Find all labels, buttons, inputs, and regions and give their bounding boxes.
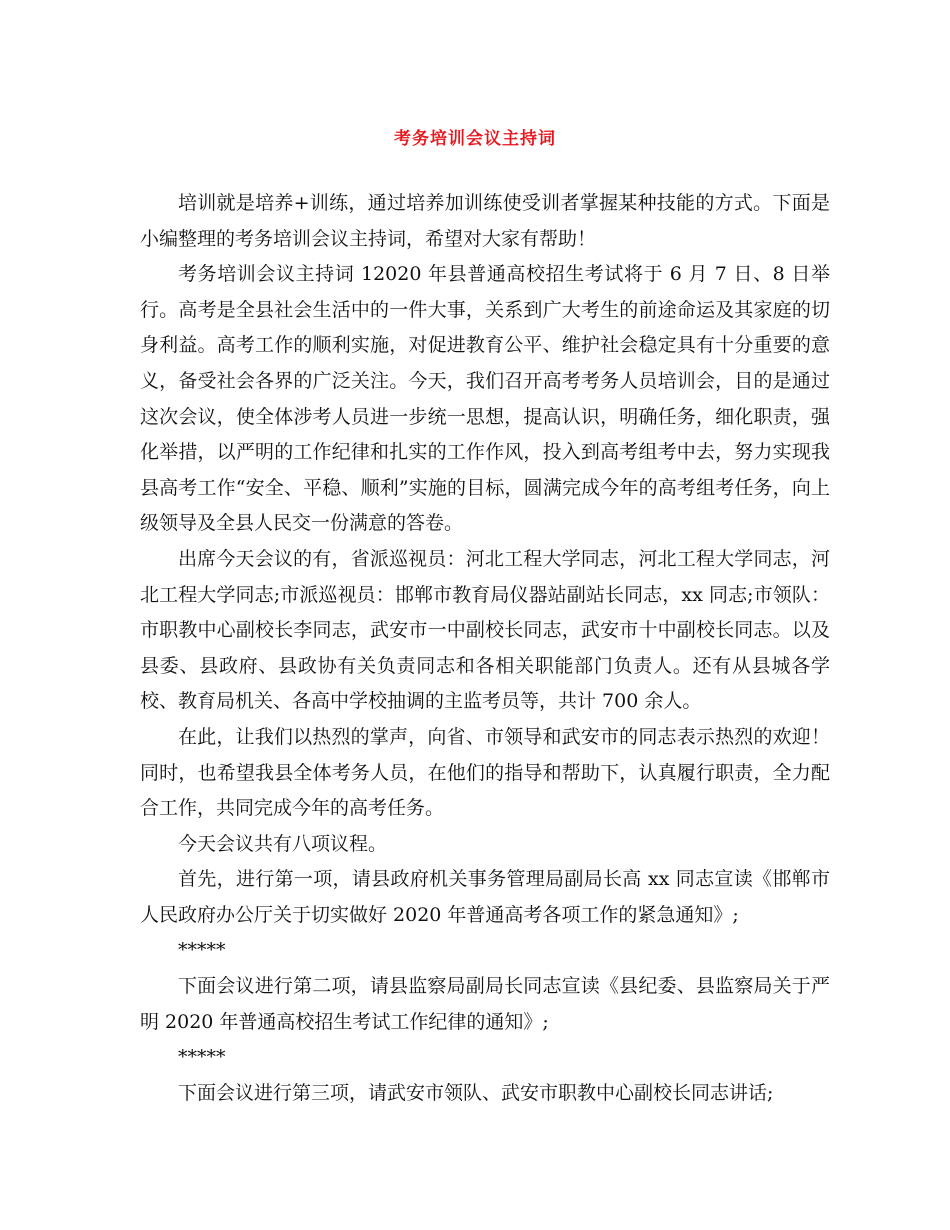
paragraph-welcome: 在此，让我们以热烈的掌声，向省、市领导和武安市的同志表示热烈的欢迎！同时，也希望我县全体考务人员，在他们的指导和帮助下，认真履行职责，全力配合工作，共同完成今年的高考任务。 [140, 725, 830, 820]
separator-stars: ***** [178, 1046, 226, 1069]
paragraph-agenda-item-2: 下面会议进行第二项，请县监察局副局长同志宣读《县纪委、县监察局关于严明 2020 年普通高校招生考试工作纪律的通知》; [140, 975, 830, 1033]
document-title: 考务培训会议主持词 [394, 129, 556, 149]
paragraph-agenda-item-1: 首先，进行第一项，请县政府机关事务管理局副局长高 xx 同志宣读《邯郸市人民政府办公厅关于切实做好 2020 年普通高考各项工作的紧急通知》; [140, 868, 830, 926]
paragraph-agenda-item-3: 下面会议进行第三项，请武安市领队、武安市职教中心副校长同志讲话; [178, 1081, 774, 1104]
document-body [140, 186, 830, 1111]
paragraph-intro: 培训就是培养+训练，通过培养加训练使受训者掌握某种技能的方式。下面是小编整理的考务培训会议主持词，希望对大家有帮助！ [140, 192, 830, 250]
paragraph-agenda-count: 今天会议共有八项议程。 [178, 832, 388, 855]
separator-stars: ***** [178, 939, 226, 962]
paragraph-attendees: 出席今天会议的有，省派巡视员：河北工程大学同志，河北工程大学同志，河北工程大学同志;市派巡视员：邯郸市教育局仪器站副站长同志，xx 同志;市领队：市职教中心副校长李同志，武安市一中副校长同志，武安市十中副校长同志。以及县委、县政府、县政协有关负责同志和各相关职能部门负责人。还有从县城各学校、教育局机关、各高中学校抽调的主监考员等，共计 700 余人。 [140, 547, 830, 713]
paragraph-exam-overview: 考务培训会议主持词 12020 年县普通高校招生考试将于 6 月 7 日、8 日举行。高考是全县社会生活中的一件大事，关系到广大考生的前途命运及其家庭的切身利益。高考工作的顺利实施，对促进教育公平、维护社会稳定具有十分重要的意义，备受社会各界的广泛关注。今天，我们召开高考考务人员培训会，目的是通过这次会议，使全体涉考人员进一步统一思想，提高认识，明确任务，细化职责，强化举措，以严明的工作纪律和扎实的工作作风，投入到高考组考中去，努力实现我县高考工作“安全、平稳、顺利”实施的目标，圆满完成今年的高考组考任务，向上级领导及全县人民交一份满意的答卷。 [140, 263, 830, 535]
